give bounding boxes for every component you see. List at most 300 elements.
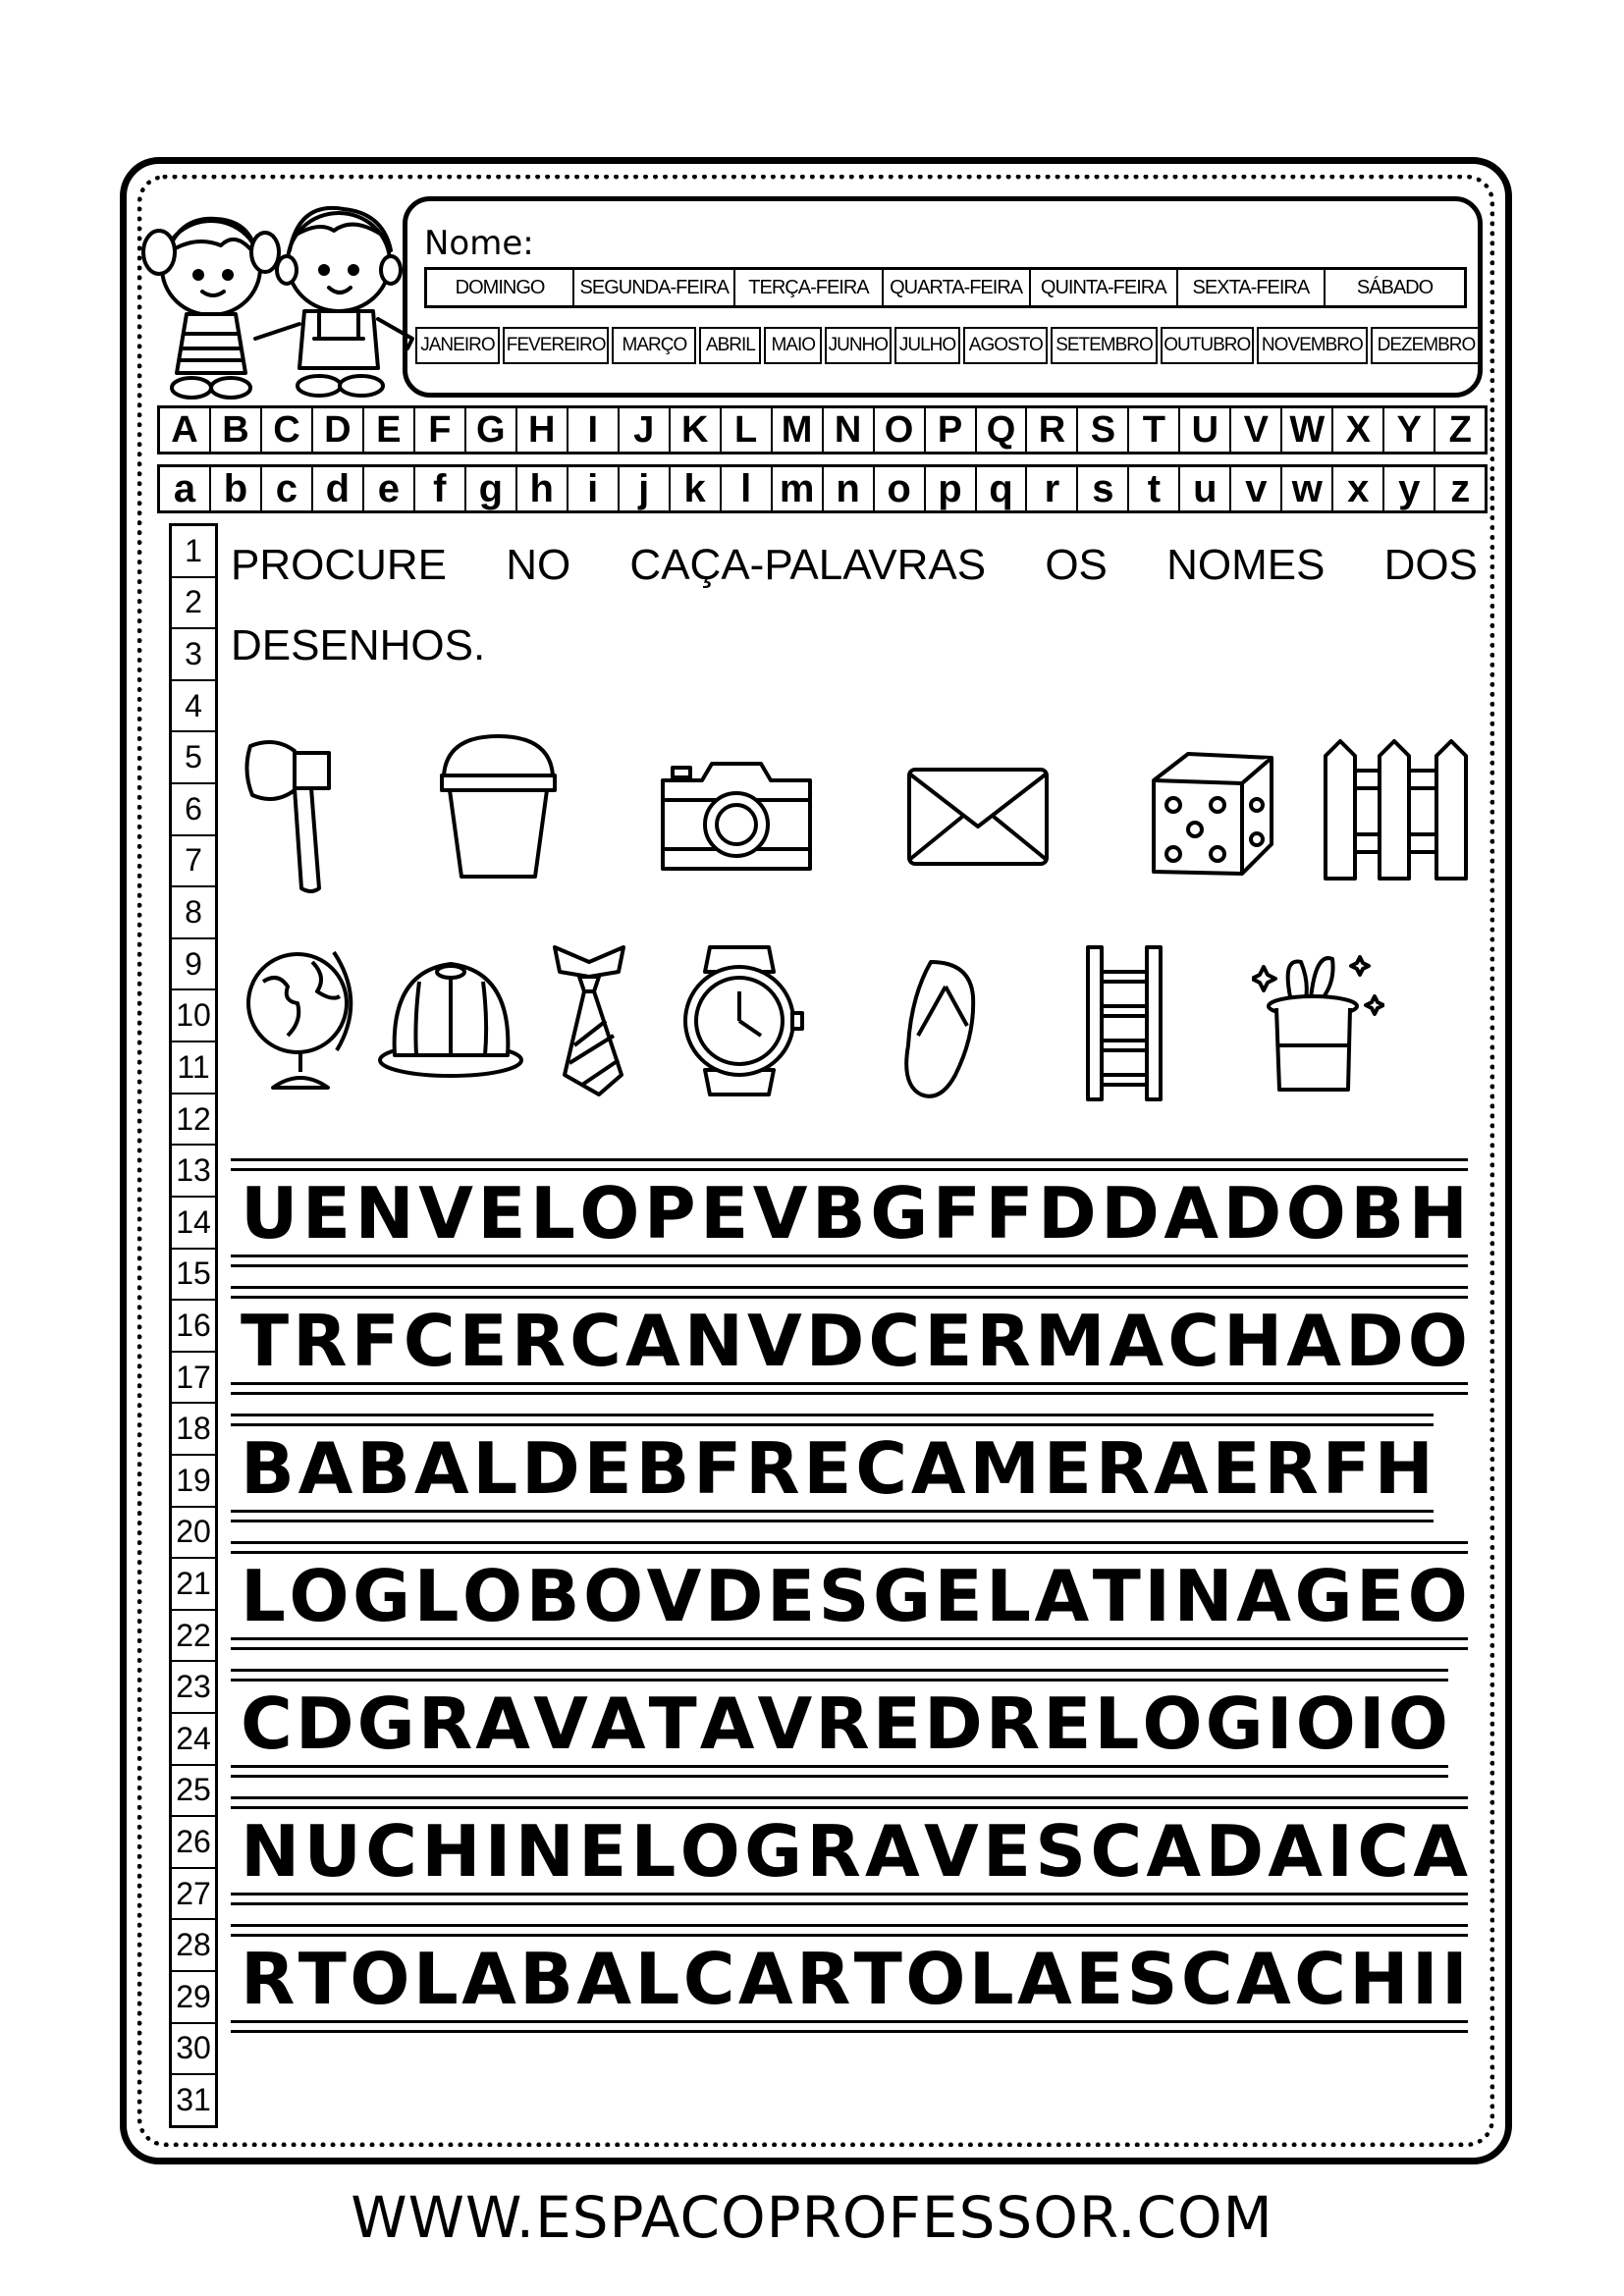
axe-icon — [241, 731, 349, 898]
word-search-letter[interactable]: E — [700, 1172, 749, 1255]
camera-icon — [658, 756, 815, 874]
word-search-letter[interactable]: R — [815, 1682, 870, 1765]
word-search-letter[interactable]: S — [1126, 1938, 1178, 2020]
word-search-letter[interactable]: E — [1356, 1555, 1405, 1637]
alphabet-letter: a — [160, 467, 211, 510]
word-search-letter[interactable]: A — [1164, 1172, 1219, 1255]
guide-line — [231, 1806, 1468, 1809]
word-search-letter[interactable]: O — [1407, 1555, 1468, 1637]
line-number: 13 — [172, 1146, 215, 1198]
month-cell: DEZEMBRO — [1371, 327, 1480, 364]
word-search-letter[interactable]: T — [648, 1682, 697, 1765]
word-search-letter[interactable]: E — [1075, 1938, 1124, 2020]
word-search-letter[interactable]: H — [1349, 1938, 1409, 2020]
word-search-letter[interactable]: B — [811, 1172, 866, 1255]
word-search-row — [231, 1924, 1468, 2042]
word-search-letter[interactable]: L — [472, 1427, 518, 1510]
alphabet-letter: X — [1333, 408, 1384, 452]
word-search-letter[interactable]: A — [1413, 1810, 1468, 1893]
word-search-letter[interactable]: D — [520, 1427, 580, 1510]
word-search-letter[interactable]: H — [1408, 1172, 1468, 1255]
alphabet-letter: S — [1078, 408, 1129, 452]
word-search-letter[interactable]: G — [870, 1172, 929, 1255]
word-search-letter[interactable]: R — [1264, 1427, 1319, 1510]
word-search-letter[interactable]: R — [511, 1300, 567, 1382]
word-search-letter[interactable]: G — [744, 1810, 803, 1893]
alphabet-letter: J — [620, 408, 671, 452]
word-search-letter[interactable]: I — [484, 1810, 512, 1893]
month-cell: AGOSTO — [963, 327, 1048, 364]
word-search-letter[interactable]: G — [352, 1555, 411, 1637]
word-search-letter[interactable]: O — [1142, 1682, 1203, 1765]
word-search-row — [231, 1796, 1468, 1914]
alphabet-letter: W — [1282, 408, 1333, 452]
month-cell: OUTUBRO — [1161, 327, 1254, 364]
word-search-letter[interactable]: D — [1345, 1300, 1404, 1382]
month-cell: FEVEREIRO — [503, 327, 610, 364]
word-search-letter[interactable]: L — [413, 1555, 460, 1637]
line-number: 14 — [172, 1198, 215, 1250]
word-search-letter[interactable]: C — [868, 1300, 921, 1382]
alphabet-letter: n — [824, 467, 875, 510]
alphabet-letter: R — [1027, 408, 1078, 452]
guide-line — [231, 1924, 1468, 1927]
word-search-row — [231, 1414, 1434, 1531]
alphabet-letter: b — [211, 467, 262, 510]
word-search-letter[interactable]: L — [630, 1810, 677, 1893]
line-number: 21 — [172, 1559, 215, 1611]
alphabet-letter: j — [620, 467, 671, 510]
alphabet-letter: e — [364, 467, 415, 510]
word-search-letter[interactable]: N — [1173, 1555, 1233, 1637]
line-number: 28 — [172, 1920, 215, 1972]
fence-icon — [1321, 736, 1473, 883]
word-search-letter[interactable]: O — [679, 1810, 740, 1893]
month-cell: SETEMBRO — [1051, 327, 1158, 364]
word-search-letter[interactable]: G — [872, 1555, 932, 1637]
word-search-letter[interactable]: C — [1357, 1810, 1410, 1893]
word-search-letter[interactable]: E — [301, 1172, 352, 1255]
word-search-letter[interactable]: V — [646, 1555, 702, 1637]
line-number: 16 — [172, 1301, 215, 1353]
guide-line — [231, 1158, 1468, 1161]
line-number: 2 — [172, 578, 215, 630]
word-search-letter[interactable]: E — [477, 1172, 526, 1255]
alphabet-letter: m — [773, 467, 824, 510]
word-search-letter[interactable]: D — [805, 1300, 865, 1382]
word-search-letter[interactable]: E — [1212, 1427, 1261, 1510]
word-search-letter[interactable]: A — [576, 1938, 632, 2020]
guide-line — [231, 1934, 1468, 1937]
word-search-letter[interactable]: E — [1043, 1427, 1092, 1510]
word-search-letter[interactable]: F — [693, 1427, 742, 1510]
alphabet-letter: A — [160, 408, 211, 452]
month-cell: JUNHO — [825, 327, 892, 364]
line-number: 8 — [172, 887, 215, 939]
word-search-letter[interactable]: R — [745, 1427, 800, 1510]
word-search-letter[interactable]: R — [985, 1682, 1041, 1765]
word-search-letter[interactable]: E — [578, 1810, 627, 1893]
word-search-letter[interactable]: D — [923, 1682, 983, 1765]
word-search-letter[interactable]: N — [354, 1172, 414, 1255]
word-search-letter[interactable]: A — [1236, 1555, 1291, 1637]
alphabet-letter: Y — [1384, 408, 1435, 452]
word-search-letter[interactable]: U — [303, 1810, 361, 1893]
word-search-letter[interactable]: H — [1223, 1300, 1283, 1382]
months-row — [412, 324, 1483, 367]
day-cell: QUINTA-FEIRA — [1031, 270, 1178, 305]
line-number: 9 — [172, 939, 215, 991]
alphabet-letter: z — [1450, 466, 1471, 510]
month-cell: NOVEMBRO — [1257, 327, 1368, 364]
word-search-letter[interactable]: O — [1387, 1682, 1448, 1765]
word-search-letter[interactable]: I — [1441, 1938, 1468, 2020]
line-number: 25 — [172, 1766, 215, 1818]
word-search-letter[interactable]: L — [634, 1938, 680, 2020]
word-search-letter[interactable]: C — [403, 1300, 456, 1382]
word-search-letters — [241, 1555, 1468, 1653]
alphabet-letter: u — [1180, 467, 1231, 510]
alphabet-letter: i — [568, 467, 620, 510]
word-search-letter[interactable]: D — [704, 1555, 764, 1637]
alphabet-letter: C — [262, 408, 313, 452]
guide-line — [231, 1541, 1468, 1544]
day-cell: SEGUNDA-FEIRA — [574, 270, 735, 305]
envelope-icon — [905, 766, 1051, 869]
word-search-letter[interactable]: M — [1034, 1300, 1106, 1382]
alphabet-letter: I — [568, 408, 620, 452]
word-search-letter[interactable]: N — [241, 1810, 300, 1893]
word-search-letter[interactable]: I — [1358, 1682, 1385, 1765]
word-search-row — [231, 1286, 1468, 1404]
line-number: 23 — [172, 1662, 215, 1714]
guide-line — [231, 1679, 1448, 1682]
line-number: 6 — [172, 784, 215, 836]
alphabet-letter: p — [926, 467, 977, 510]
word-search-letter[interactable]: G — [1205, 1682, 1264, 1765]
word-search-letter[interactable]: R — [795, 1938, 851, 2020]
guide-line — [231, 1168, 1468, 1171]
month-cell: JANEIRO — [415, 327, 500, 364]
word-search-letter[interactable]: H — [1374, 1427, 1434, 1510]
line-number: 1 — [172, 526, 215, 578]
alphabet-letter: w — [1282, 467, 1333, 510]
tie-icon — [545, 937, 633, 1099]
word-search-letter[interactable]: C — [1294, 1938, 1346, 2020]
word-search-letter[interactable]: O — [1285, 1172, 1346, 1255]
word-search-letter[interactable]: C — [241, 1682, 293, 1765]
alphabet-letter: l — [722, 467, 773, 510]
word-search-letter[interactable]: S — [1035, 1810, 1087, 1893]
line-number: 31 — [176, 2082, 211, 2118]
alphabet-letter: k — [671, 467, 722, 510]
word-search-letter[interactable]: G — [1294, 1555, 1353, 1637]
alphabet-letter: d — [313, 467, 364, 510]
word-search-letter[interactable]: B — [525, 1555, 580, 1637]
word-search-letter[interactable]: T — [241, 1300, 290, 1382]
magic-hat-icon — [1252, 937, 1384, 1095]
alphabet-letter: O — [875, 408, 926, 452]
word-search-letter[interactable]: V — [757, 1682, 813, 1765]
line-number: 26 — [172, 1817, 215, 1869]
word-search-letter[interactable]: I — [1326, 1810, 1354, 1893]
word-search-letters — [241, 1682, 1448, 1781]
word-search-letter[interactable]: C — [855, 1427, 908, 1510]
word-search-letter[interactable]: N — [683, 1300, 743, 1382]
word-search-letter[interactable]: A — [699, 1682, 755, 1765]
word-search-letter[interactable]: D — [1101, 1172, 1160, 1255]
word-search-letter[interactable]: B — [1350, 1172, 1405, 1255]
word-search-letter[interactable]: A — [1268, 1810, 1324, 1893]
line-number: 29 — [172, 1972, 215, 2024]
alphabet-uppercase-row — [157, 405, 1488, 454]
line-number: 10 — [172, 990, 215, 1042]
alphabet-letter: E — [364, 408, 415, 452]
word-search-letter[interactable]: A — [1034, 1555, 1090, 1637]
word-search-letter[interactable]: T — [853, 1938, 902, 2020]
word-search-letter[interactable]: V — [533, 1682, 588, 1765]
word-search-letter[interactable]: F — [1322, 1427, 1371, 1510]
alphabet-letter: H — [517, 408, 568, 452]
word-search-letter[interactable]: A — [865, 1810, 920, 1893]
word-search-letter[interactable]: L — [968, 1938, 1014, 2020]
line-number: 12 — [172, 1095, 215, 1147]
alphabet-letter: c — [262, 467, 313, 510]
flip-flop-icon — [896, 957, 985, 1104]
word-search-letter[interactable]: A — [1109, 1300, 1164, 1382]
word-search-letter[interactable]: O — [1407, 1300, 1468, 1382]
instruction-text: PROCURE NO CAÇA-PALAVRAS OS NOMES DOS DESENHOS. — [231, 541, 1478, 669]
word-search-letter[interactable]: A — [1153, 1427, 1209, 1510]
word-search-letters — [241, 1172, 1468, 1270]
kids-illustration — [137, 191, 427, 402]
guide-line — [231, 1414, 1434, 1416]
word-search-letter[interactable]: D — [1222, 1172, 1282, 1255]
word-search-letter[interactable]: R — [1095, 1427, 1151, 1510]
word-search-letter[interactable]: V — [746, 1300, 802, 1382]
word-search-letter[interactable]: E — [934, 1555, 983, 1637]
line-number: 27 — [172, 1869, 215, 1921]
word-search-letter[interactable]: S — [818, 1555, 870, 1637]
dice-icon — [1144, 746, 1281, 883]
word-search-letter[interactable]: D — [295, 1682, 354, 1765]
word-search-letter[interactable]: B — [241, 1427, 295, 1510]
alphabet-letter: g — [466, 467, 517, 510]
day-cell: SEXTA-FEIRA — [1178, 270, 1326, 305]
line-number: 15 — [172, 1250, 215, 1302]
alphabet-letter: T — [1129, 408, 1180, 452]
word-search-letter[interactable]: D — [1205, 1810, 1265, 1893]
footer-url: WWW.ESPACOPROFESSOR.COM — [351, 2184, 1273, 2251]
alphabet-letter: Z — [1448, 408, 1472, 451]
line-number: 19 — [172, 1456, 215, 1508]
word-search-letter[interactable]: V — [418, 1172, 473, 1255]
line-number: 20 — [172, 1508, 215, 1560]
word-search-letter[interactable]: R — [806, 1810, 861, 1893]
word-search-letter[interactable]: C — [365, 1810, 417, 1893]
word-search-letter[interactable]: L — [529, 1172, 575, 1255]
word-search-row — [231, 1158, 1468, 1276]
word-search-letter[interactable]: E — [459, 1300, 508, 1382]
alphabet-letter: U — [1180, 408, 1231, 452]
word-search-letter[interactable]: T — [298, 1938, 347, 2020]
line-number: 7 — [172, 836, 215, 888]
word-search-letter[interactable]: E — [982, 1810, 1032, 1893]
alphabet-letter: s — [1078, 467, 1129, 510]
word-search-letter[interactable]: A — [461, 1938, 516, 2020]
alphabet-letter: K — [671, 408, 722, 452]
word-search-letter[interactable]: O — [289, 1555, 350, 1637]
day-cell: TERÇA-FEIRA — [735, 270, 883, 305]
word-search-letter[interactable]: R — [417, 1682, 473, 1765]
alphabet-lowercase-row — [157, 464, 1488, 513]
word-search-letter[interactable]: U — [241, 1172, 298, 1255]
word-search-letter[interactable]: R — [241, 1938, 296, 2020]
word-search-letter[interactable]: B — [519, 1938, 574, 2020]
word-search-letter[interactable]: A — [413, 1427, 469, 1510]
word-search-letters — [241, 1810, 1468, 1908]
alphabet-letter: P — [926, 408, 977, 452]
line-number: 24 — [172, 1714, 215, 1766]
word-search-letter[interactable]: L — [1094, 1682, 1140, 1765]
line-number: 18 — [172, 1404, 215, 1456]
line-number: 22 — [172, 1611, 215, 1663]
word-search-letter[interactable]: R — [293, 1300, 348, 1382]
word-search-letter[interactable]: O — [461, 1555, 523, 1637]
word-search-letter[interactable]: A — [475, 1682, 531, 1765]
alphabet-letter: x — [1333, 467, 1384, 510]
month-cell: JULHO — [894, 327, 961, 364]
word-search-letter[interactable]: A — [590, 1682, 646, 1765]
word-search-letter[interactable]: I — [1266, 1682, 1293, 1765]
word-search-letter[interactable]: H — [421, 1810, 481, 1893]
word-search-letter[interactable]: C — [1180, 1938, 1233, 2020]
alphabet-letter: V — [1231, 408, 1282, 452]
word-search-letter[interactable]: G — [356, 1682, 415, 1765]
guide-line — [231, 1423, 1434, 1426]
word-search-letter[interactable]: E — [924, 1300, 973, 1382]
alphabet-letter: o — [875, 467, 926, 510]
word-search-letter[interactable]: O — [350, 1938, 410, 2020]
word-search-letter[interactable]: A — [737, 1938, 793, 2020]
word-search-letter[interactable]: A — [1286, 1300, 1342, 1382]
word-search-letter[interactable]: R — [976, 1300, 1031, 1382]
word-search-letter[interactable]: L — [986, 1555, 1032, 1637]
word-search-letter[interactable]: L — [412, 1938, 459, 2020]
word-search-letter[interactable]: E — [583, 1427, 632, 1510]
line-number: 3 — [172, 629, 215, 681]
word-search-letter[interactable]: C — [1090, 1810, 1143, 1893]
word-search-letter[interactable]: M — [969, 1427, 1040, 1510]
line-number-column — [169, 523, 218, 2128]
month-cell: ABRIL — [699, 327, 761, 364]
word-search-letter[interactable]: E — [803, 1427, 852, 1510]
line-number: 30 — [172, 2024, 215, 2076]
word-search-letter[interactable]: T — [1092, 1555, 1141, 1637]
month-cell: MAIO — [764, 327, 822, 364]
globe-icon — [244, 942, 361, 1095]
guide-line — [231, 1286, 1468, 1289]
word-search-letter[interactable]: C — [1167, 1300, 1220, 1382]
word-search-letter[interactable]: I — [1411, 1938, 1438, 2020]
word-search-letter[interactable]: F — [351, 1300, 400, 1382]
day-cell: DOMINGO — [427, 270, 574, 305]
guide-line — [231, 1796, 1468, 1799]
alphabet-letter: D — [313, 408, 364, 452]
word-search-letter[interactable]: V — [752, 1172, 808, 1255]
word-search-letter[interactable]: E — [1043, 1682, 1092, 1765]
word-search-letter[interactable]: A — [298, 1427, 353, 1510]
word-search-letters — [241, 1427, 1434, 1525]
word-search-letter[interactable]: O — [582, 1555, 644, 1637]
line-number: 17 — [172, 1353, 215, 1405]
word-search-row — [231, 1669, 1448, 1787]
word-search-letter[interactable]: B — [356, 1427, 411, 1510]
day-cell: SÁBADO — [1356, 276, 1434, 298]
month-cell: MARÇO — [612, 327, 696, 364]
word-search-letter[interactable]: F — [985, 1172, 1034, 1255]
ladder-icon — [1080, 942, 1168, 1104]
word-search-letter[interactable]: A — [1146, 1810, 1202, 1893]
watch-icon — [671, 942, 808, 1099]
word-search-letter[interactable]: A — [1017, 1938, 1072, 2020]
word-search-letter[interactable]: D — [1037, 1172, 1097, 1255]
day-cell: QUARTA-FEIRA — [884, 270, 1031, 305]
alphabet-letter: f — [415, 467, 466, 510]
alphabet-letter: L — [722, 408, 773, 452]
word-search-letter[interactable]: I — [1144, 1555, 1171, 1637]
word-search-letter[interactable]: O — [1295, 1682, 1356, 1765]
word-search-letter[interactable]: C — [682, 1938, 735, 2020]
word-search-letter[interactable]: A — [624, 1300, 680, 1382]
word-search-letter[interactable]: P — [643, 1172, 696, 1255]
word-search-letter[interactable]: V — [923, 1810, 979, 1893]
word-search-letter[interactable]: L — [241, 1555, 286, 1637]
word-search-row — [231, 1541, 1468, 1659]
alphabet-letter: r — [1027, 467, 1078, 510]
word-search-letter[interactable]: C — [569, 1300, 622, 1382]
word-search-letters — [241, 1300, 1468, 1398]
alphabet-letter: M — [773, 408, 824, 452]
word-search-letter[interactable]: N — [514, 1810, 574, 1893]
alphabet-letter: F — [415, 408, 466, 452]
word-search-letter[interactable]: O — [905, 1938, 966, 2020]
line-number: 5 — [172, 732, 215, 784]
word-search-letters — [241, 1938, 1468, 2036]
word-search-letter[interactable]: A — [910, 1427, 966, 1510]
word-search-letter[interactable]: A — [1236, 1938, 1291, 2020]
alphabet-letter: h — [517, 467, 568, 510]
alphabet-letter: t — [1129, 467, 1180, 510]
alphabet-letter: Q — [977, 408, 1028, 452]
line-number: 11 — [172, 1042, 215, 1095]
word-search-letter[interactable]: E — [872, 1682, 921, 1765]
word-search-letter[interactable]: E — [767, 1555, 816, 1637]
gelatin-icon — [375, 952, 527, 1080]
guide-line — [231, 1551, 1468, 1554]
alphabet-letter: v — [1231, 467, 1282, 510]
word-search-letter[interactable]: O — [579, 1172, 640, 1255]
word-search-letter[interactable]: B — [635, 1427, 690, 1510]
guide-line — [231, 1669, 1448, 1672]
word-search-letter[interactable]: F — [932, 1172, 981, 1255]
bucket-icon — [432, 731, 565, 883]
alphabet-letter: G — [466, 408, 517, 452]
name-label: Nome: — [424, 224, 534, 263]
line-number: 4 — [172, 681, 215, 733]
alphabet-letter: y — [1384, 467, 1435, 510]
alphabet-letter: B — [211, 408, 262, 452]
